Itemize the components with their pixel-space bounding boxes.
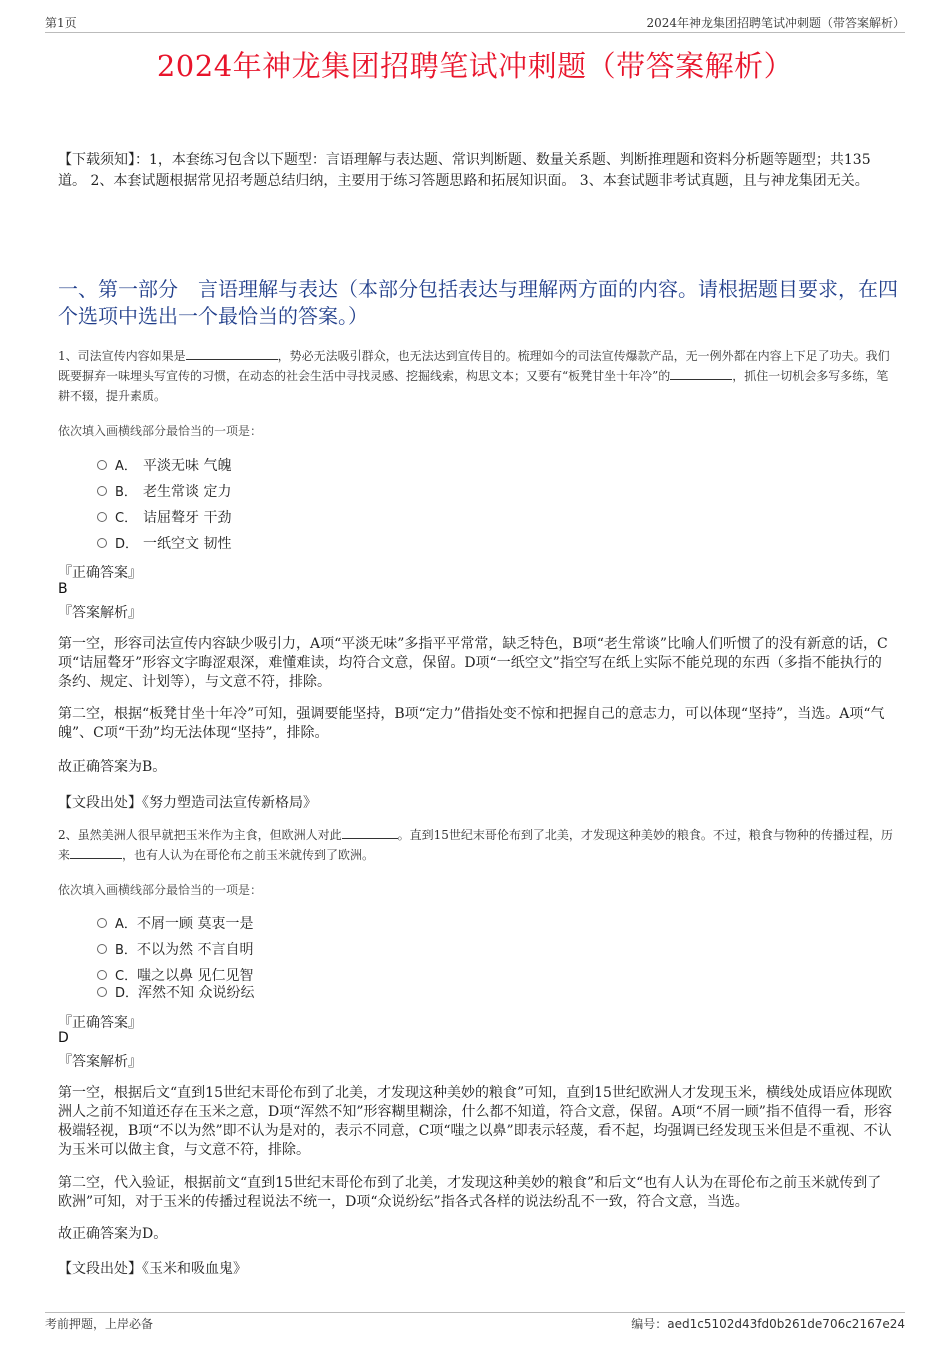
question-2-stem [58,825,898,865]
radio-icon[interactable] [97,538,107,548]
radio-icon[interactable] [97,512,107,522]
option-a[interactable]: A． 平淡无味 气魄 [97,457,231,475]
analysis-paragraph: 第一空，根据后文“直到15世纪末哥伦布到了北美，才发现这种美妙的粮食”可知，直到15世纪欧洲人才发现玉米，横线处成语应体现欧洲人之前不知道还存在玉米之意，D项“浑然不知”形容糊里糊涂，什么都不知道，符合文意，保留。A项“不屑一顾”指不值得一看，形容极端轻视，B项“不以为然”即不认为是对的，表示不同意，C项“嗤之以鼻”即表示轻蔑，看不起，均强调已经发现玉米但是不重视、不认为玉米可以做主食，与文意不符，排除。 [58,1085,892,1158]
page-number: 第1页 [45,16,77,30]
radio-icon[interactable] [97,460,107,470]
answer-label: 『正确答案』 [58,1015,142,1031]
radio-icon[interactable] [97,918,107,928]
question-prompt: 依次填入画横线部分最恰当的一项是： [58,424,263,438]
correct-answer: D [58,1030,69,1046]
analysis-conclusion: 故正确答案为B。 [58,759,167,775]
fill-blank [186,347,278,360]
option-a[interactable]: A．不屑一顾 莫衷一是 [97,915,253,933]
page-title: 2024年神龙集团招聘笔试冲刺题（带答案解析） [156,49,794,83]
option-d[interactable]: D．浑然不知 众说纷纭 [97,984,254,1002]
analysis-paragraph: 第二空，代入验证，根据前文“直到15世纪末哥伦布到了北美，才发现这种美妙的粮食”和后文“也有人认为在哥伦布之前玉米就传到了欧洲”可知，对于玉米的传播过程说法不统一，D项“众说纷纭”指各式各样的说法纷乱不一致，符合文意，当选。 [58,1175,882,1210]
answer-label: 『正确答案』 [58,565,142,581]
download-notice: 【下载须知】：1，本套练习包含以下题型：言语理解与表达题、常识判断题、数量关系题、判断推理题和资料分析题等题型；共135道。 2、本套试题根据常见招考题总结归纳，主要用于练习答题思路和拓展知识面。 3、本套试题非考试真题，且与神龙集团无关。 [58,152,871,189]
source-reference: 【文段出处】《努力塑造司法宣传新格局》 [58,795,317,811]
fill-blank [670,367,732,380]
analysis-paragraph: 第一空，形容司法宣传内容缺少吸引力，A项“平淡无味”多指平平常常，缺乏特色，B项“老生常谈”比喻人们听惯了的没有新意的话，C项“诘屈聱牙”形容文字晦涩艰深，难懂难读，均符合文意，保留。D项“一纸空文”指空写在纸上实际不能兑现的东西（多指不能执行的条约、规定、计划等），与文意不符，排除。 [58,636,888,690]
question-stem-part: 2、虽然美洲人很早就把玉米作为主食，但欧洲人对此 [58,828,342,842]
radio-icon[interactable] [97,970,107,980]
analysis-paragraph: 第二空，根据“板凳甘坐十年冷”可知，强调要能坚持，B项“定力”借指处变不惊和把握自己的意志力，可以体现“坚持”，当选。A项“气魄”、C项“干劲”均无法体现“坚持”，排除。 [58,706,885,741]
question-stem-part: 1、司法宣传内容如果是 [58,349,186,363]
fill-blank [70,846,122,859]
question-prompt: 依次填入画横线部分最恰当的一项是： [58,883,263,897]
page-footer [45,1312,905,1331]
page-header [45,14,905,33]
header-doc-title: 2024年神龙集团招聘笔试冲刺题（带答案解析） [646,16,905,30]
option-b[interactable]: B．不以为然 不言自明 [97,941,253,959]
option-c[interactable]: C．嗤之以鼻 见仁见智 [97,967,254,985]
analysis-conclusion: 故正确答案为D。 [58,1226,168,1242]
correct-answer: B [58,581,68,597]
question-stem-part: ，也有人认为在哥伦布之前玉米就传到了欧洲。 [122,848,375,862]
fill-blank [342,826,398,839]
option-b[interactable]: B． 老生常谈 定力 [97,483,231,501]
question-stem-part: ，势必无法吸引群众，也无法达到宣传目的。梳理如今的司法宣传爆款产品，无一例外都在内容上下足了功夫。我们既要摒弃一味埋头写宣传的习惯，在动态的社会生活中寻找灵感、挖掘线索，构思文本；又要有“板凳甘坐十年冷”的 [58,349,890,383]
radio-icon[interactable] [97,944,107,954]
footer-slogan: 考前押题，上岸必备 [45,1317,154,1331]
question-1-stem [58,346,898,406]
analysis-label: 『答案解析』 [58,1054,142,1070]
analysis-label: 『答案解析』 [58,605,142,621]
radio-icon[interactable] [97,486,107,496]
radio-icon[interactable] [97,987,107,997]
question-stem-part: ，抓住一切机会多写多练，笔耕不辍，提升素质。 [58,369,889,403]
question-stem-part: 。直到15世纪末哥伦布到了北美，才发现这种美妙的粮食。不过，粮食与物种的传播过程，历来 [58,828,893,862]
section-title: 一、第一部分 言语理解与表达（本部分包括表达与理解两方面的内容。请根据题目要求，在四个选项中选出一个最恰当的答案。） [58,277,898,328]
option-c[interactable]: C． 诘屈聱牙 干劲 [97,509,231,527]
source-reference: 【文段出处】《玉米和吸血鬼》 [58,1261,247,1277]
footer-code: 编号：aed1c5102d43fd0b261de706c2167e24 [631,1317,905,1331]
option-d[interactable]: D． 一纸空文 韧性 [97,535,231,553]
